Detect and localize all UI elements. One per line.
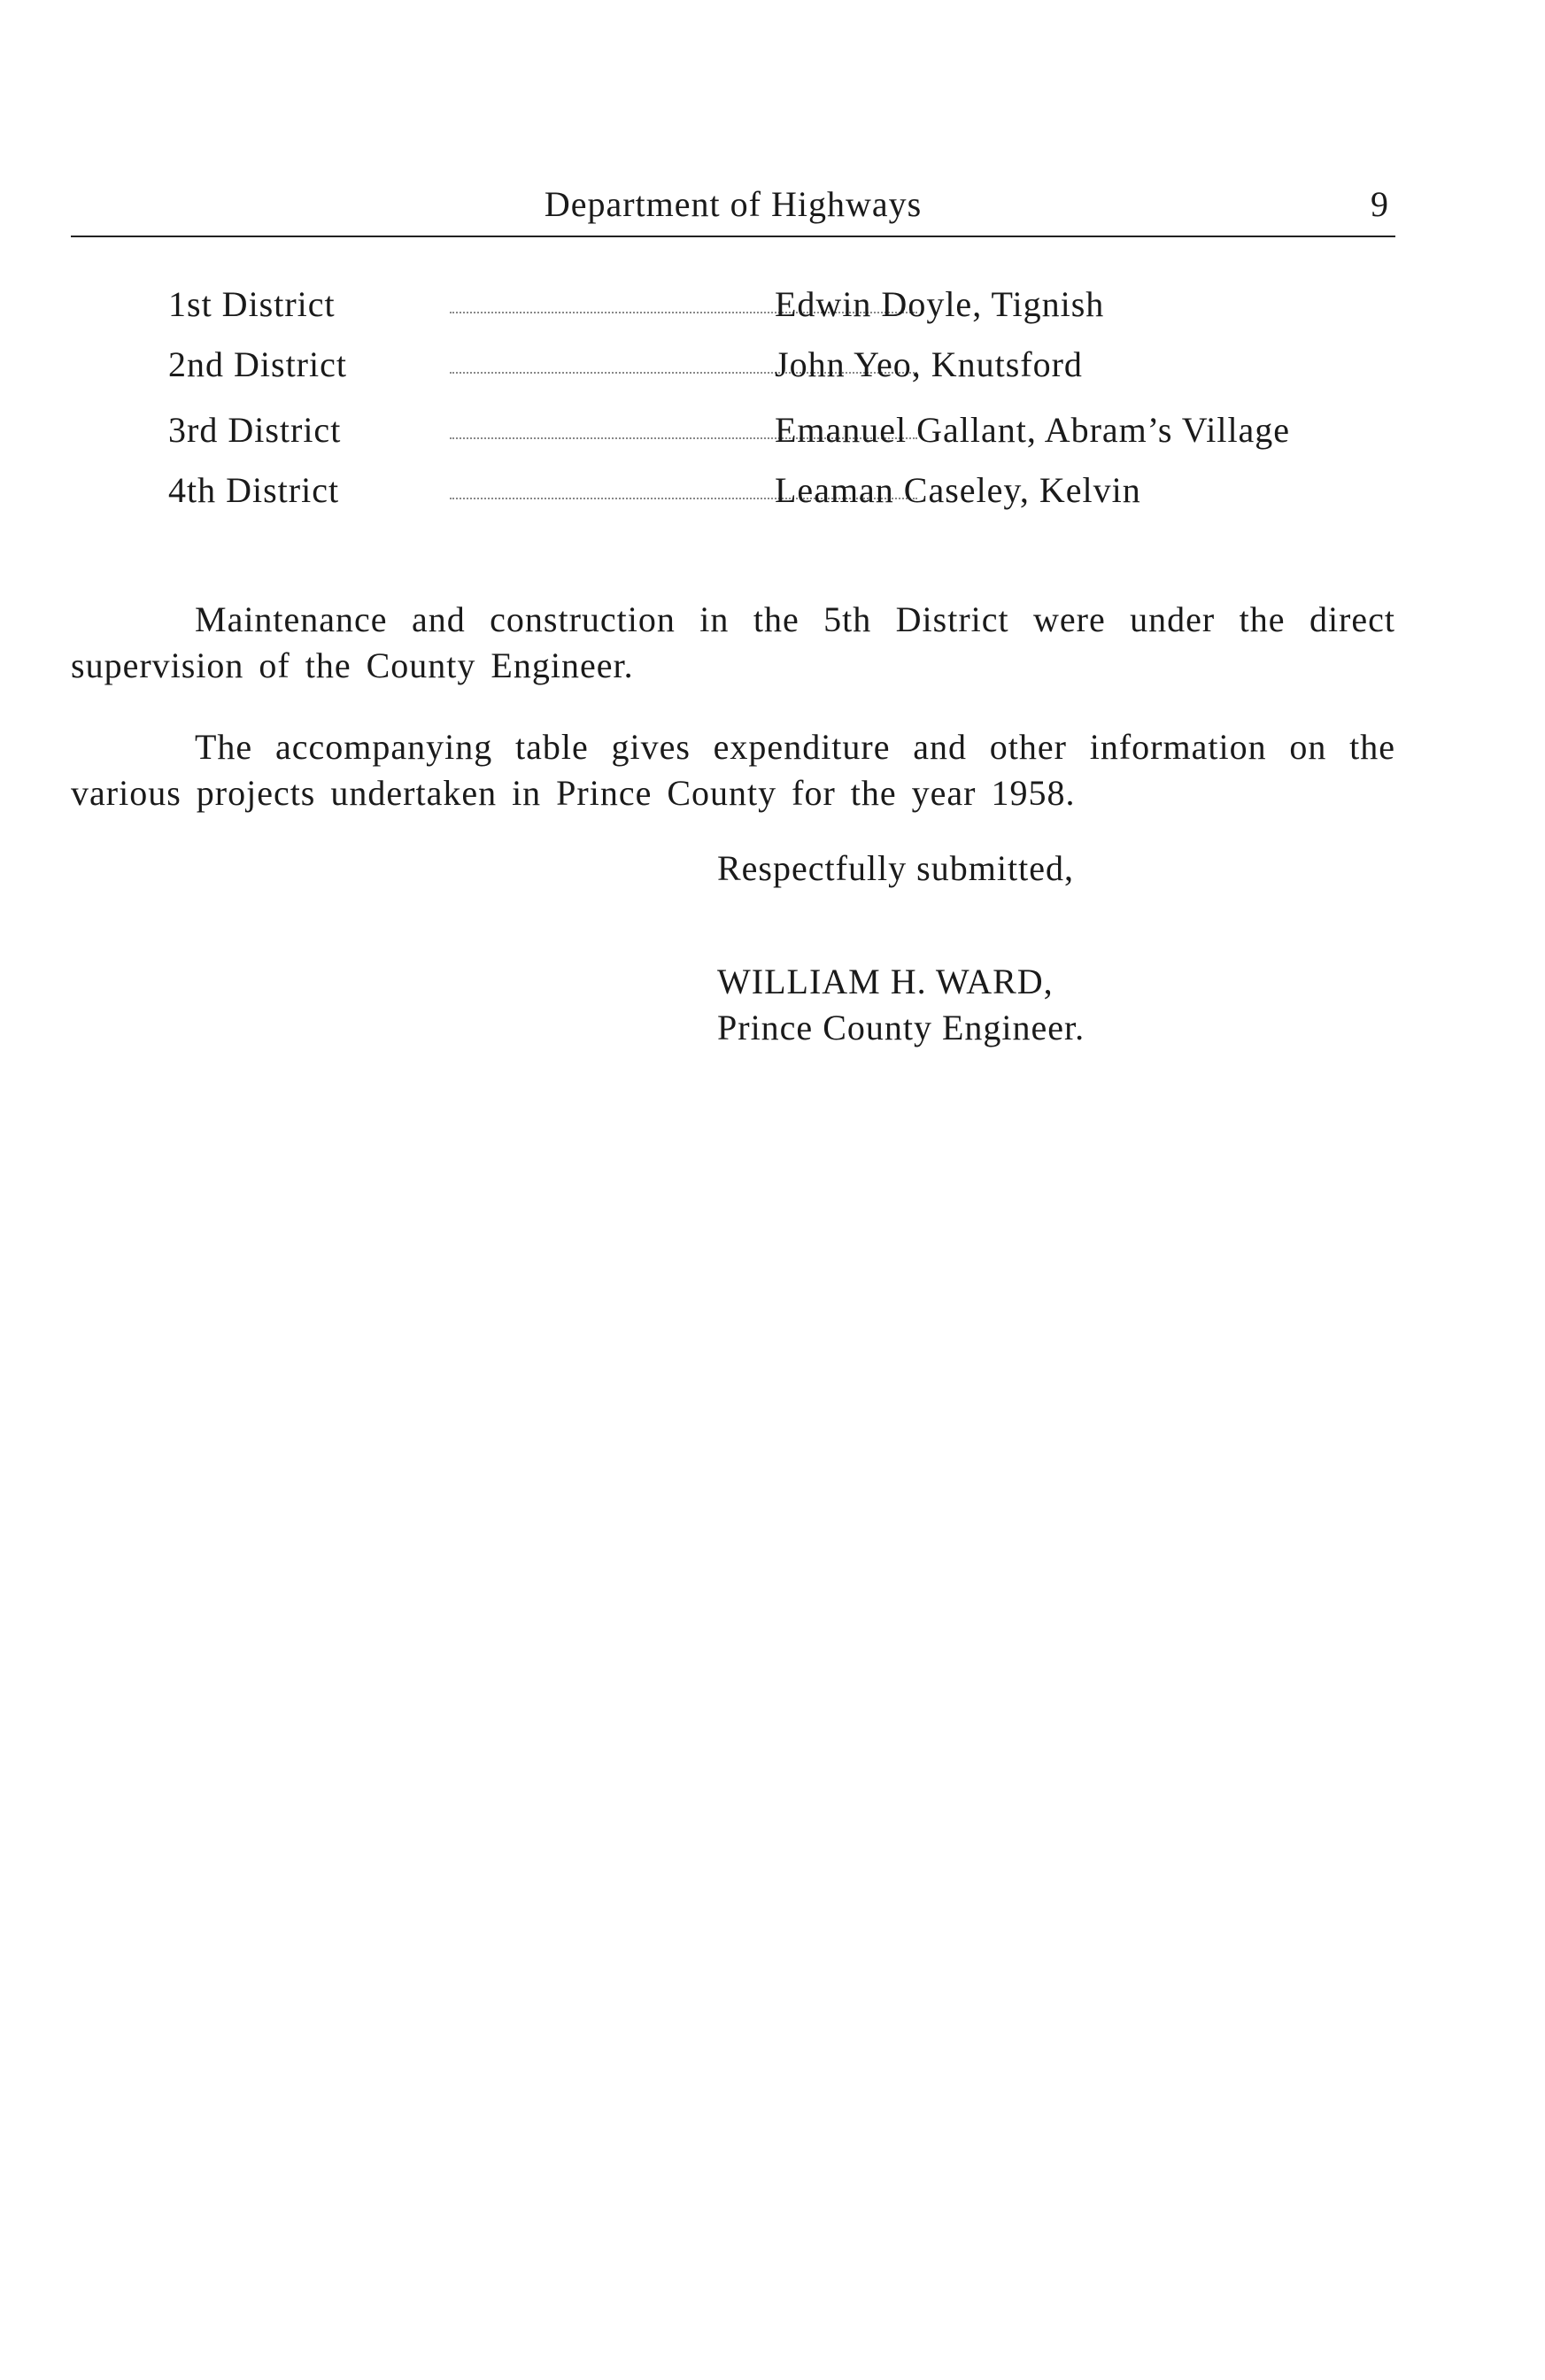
district-row xyxy=(168,282,1425,342)
district-row xyxy=(168,468,1425,528)
district-label: 4th District xyxy=(168,470,340,510)
district-person: Leaman Caseley, Kelvin xyxy=(775,470,1141,510)
district-row xyxy=(168,342,1425,402)
signature-title: Prince County Engineer. xyxy=(717,1008,1085,1047)
district-label: 3rd District xyxy=(168,410,342,450)
district-label: 1st District xyxy=(168,284,336,324)
district-label: 2nd District xyxy=(168,344,347,384)
district-person: Edwin Doyle, Tignish xyxy=(775,284,1105,324)
running-header xyxy=(71,182,1395,235)
signature-name: WILLIAM H. WARD, xyxy=(717,962,1054,1001)
header-title: Department of Highways xyxy=(544,184,923,224)
district-person: Emanuel Gallant, Abram’s Village xyxy=(775,410,1291,450)
page-number: 9 xyxy=(1371,184,1388,224)
closing-line: Respectfully submitted, xyxy=(717,848,1074,888)
paragraph-supervision: Maintenance and construction in the 5th District were under the direct supervision of the County Engineer. xyxy=(71,599,1395,685)
header-rule xyxy=(71,236,1395,237)
district-row xyxy=(168,407,1425,468)
district-list xyxy=(168,282,1425,528)
paragraph-expenditure: The accompanying table gives expenditure and other information on the various projects undertaken in Prince County for the year 1958. xyxy=(71,727,1395,813)
district-person: John Yeo, Knutsford xyxy=(775,344,1083,384)
